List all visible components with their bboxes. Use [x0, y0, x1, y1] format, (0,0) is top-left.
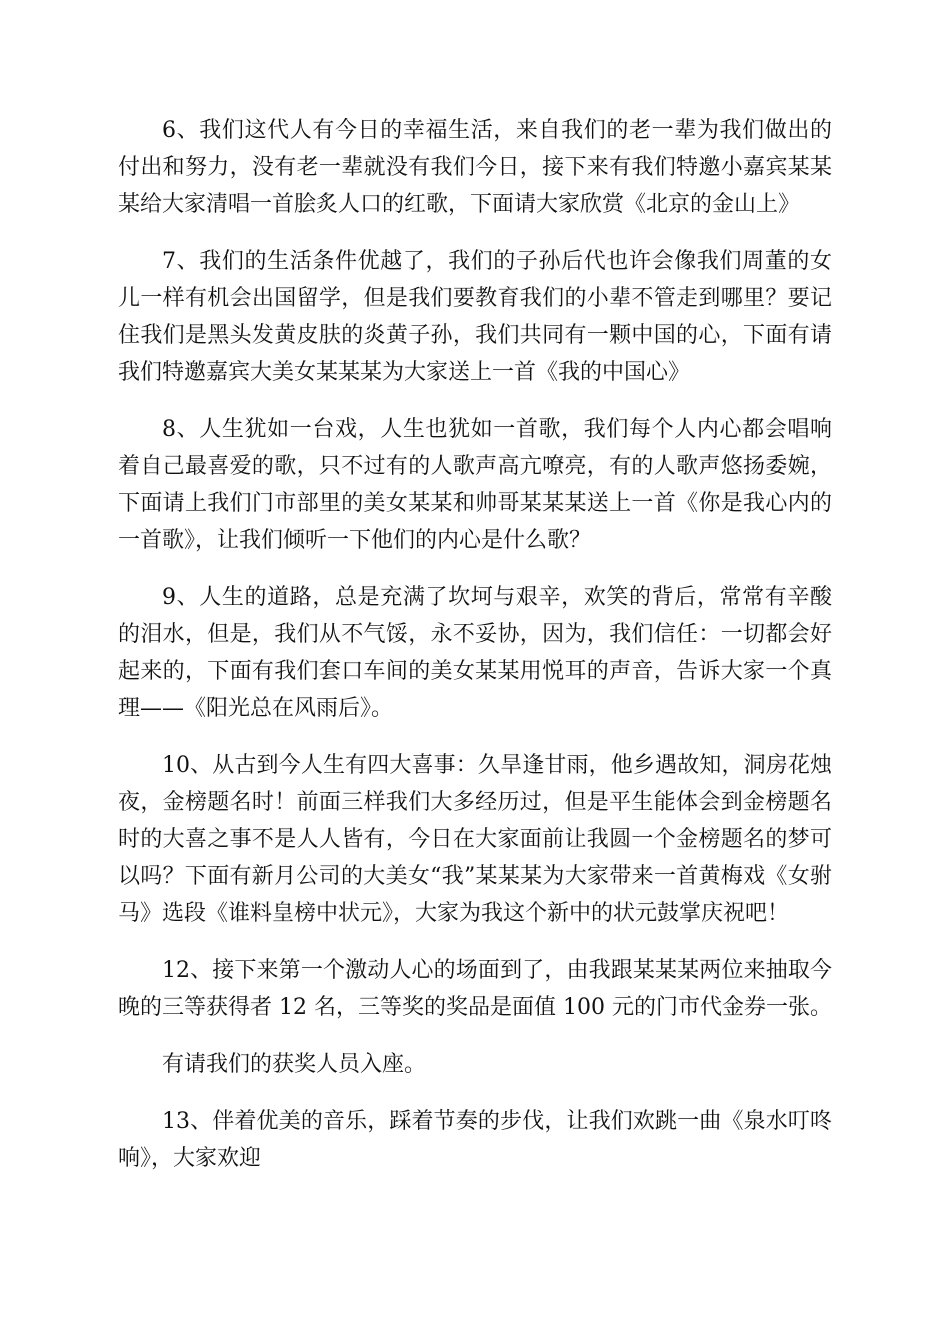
paragraph-13: 13、伴着优美的音乐，踩着节奏的步伐，让我们欢跳一曲《泉水叮咚响》，大家欢迎 — [118, 1109, 832, 1171]
paragraph-12: 12、接下来第一个激动人心的场面到了，由我跟某某某两位来抽取今晚的三等获得者 12 名，三等奖的奖品是面值 100 元的门市代金券一张。 — [118, 958, 832, 1020]
paragraph-6: 6、我们这代人有今日的幸福生活，来自我们的老一辈为我们做出的付出和努力，没有老一辈就没有我们今日，接下来有我们特邀小嘉宾某某某给大家清唱一首脍炙人口的红歌，下面请大家欣赏《北京的金山上》 — [118, 118, 832, 217]
paragraph-10: 10、从古到今人生有四大喜事：久旱逢甘雨，他乡遇故知，洞房花烛夜，金榜题名时！前面三样我们大多经历过，但是平生能体会到金榜题名时的大喜之事不是人人皆有，今日在大家面前让我圆一个金榜题名的梦可以吗？下面有新月公司的大美女“我”某某某为大家带来一首黄梅戏《女驸马》选段《谁料皇榜中状元》，大家为我这个新中的状元鼓掌庆祝吧！ — [118, 753, 832, 926]
paragraph-7: 7、我们的生活条件优越了，我们的子孙后代也许会像我们周董的女儿一样有机会出国留学，但是我们要教育我们的小辈不管走到哪里？要记住我们是黑头发黄皮肤的炎黄子孙，我们共同有一颗中国的心，下面有请我们特邀嘉宾大美女某某某为大家送上一首《我的中国心》 — [118, 249, 832, 385]
paragraph-8: 8、人生犹如一台戏，人生也犹如一首歌，我们每个人内心都会唱响着自己最喜爱的歌，只不过有的人歌声高亢嘹亮，有的人歌声悠扬委婉，下面请上我们门市部里的美女某某和帅哥某某某送上一首《你是我心内的一首歌》，让我们倾听一下他们的内心是什么歌？ — [118, 417, 832, 553]
paragraph-9: 9、人生的道路，总是充满了坎坷与艰辛，欢笑的背后，常常有辛酸的泪水，但是，我们从不气馁，永不妥协，因为，我们信任：一切都会好起来的，下面有我们套口车间的美女某某用悦耳的声音，告诉大家一个真理——《阳光总在风雨后》。 — [118, 585, 832, 721]
document-page — [118, 112, 832, 1177]
paragraph-seating: 有请我们的获奖人员入座。 — [162, 1052, 427, 1077]
